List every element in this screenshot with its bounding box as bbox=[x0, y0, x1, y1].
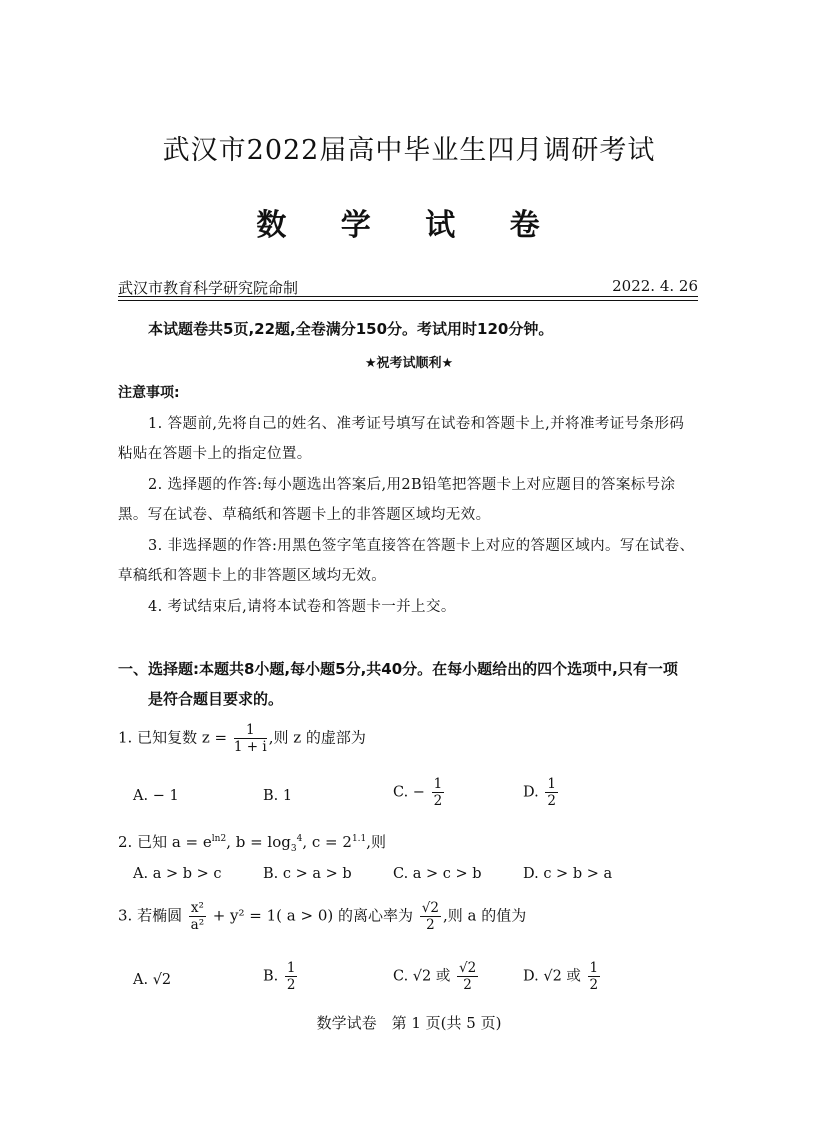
q2-option-d: D. c > b > a bbox=[523, 866, 613, 882]
section-1-heading-cont: 是符合题目要求的。 bbox=[148, 690, 284, 708]
q3-option-d-prefix: D. √2 或 bbox=[523, 968, 581, 985]
q3-option-c-prefix: C. √2 或 bbox=[393, 968, 451, 985]
q2-prefix: 2. 已知 a = e bbox=[118, 833, 212, 851]
q1-option-d-num: 1 bbox=[547, 776, 556, 792]
q3-option-b bbox=[263, 960, 299, 993]
q2-log-arg: 4 bbox=[296, 834, 303, 844]
q2-exp-c: 1.1 bbox=[351, 834, 367, 844]
q1-option-c-num: 1 bbox=[433, 776, 443, 792]
q3-frac-num: x² bbox=[190, 900, 204, 916]
q3-option-a: A. √2 bbox=[133, 972, 172, 988]
q3-eccentricity-fraction bbox=[420, 900, 441, 933]
q2-mid-b: , b = log bbox=[226, 833, 291, 851]
q1-option-d-prefix: D. bbox=[523, 784, 539, 801]
q3-option-c-num: √2 bbox=[458, 960, 477, 976]
note-3-line2: 草稿纸和答题卡上的非答题区域均无效。 bbox=[118, 568, 387, 584]
q3-prefix: 3. 若椭圆 bbox=[118, 906, 183, 925]
q2-log-base: 3 bbox=[290, 844, 297, 854]
q1-option-d-den: 2 bbox=[547, 793, 556, 810]
q3-option-d bbox=[523, 960, 602, 993]
q1-option-c bbox=[393, 776, 446, 809]
q3-option-c-fraction bbox=[457, 960, 478, 993]
q3-option-d-den: 2 bbox=[589, 977, 599, 994]
note-4-line1: 4. 考试结束后,请将本试卷和答题卡一并上交。 bbox=[148, 599, 456, 615]
note-2-line1: 2. 选择题的作答:每小题选出答案后,用2B铅笔把答题卡上对应题目的答案标号涂 bbox=[148, 477, 676, 493]
q1-frac-den: 1 + i bbox=[233, 739, 267, 756]
q1-suffix: ,则 z 的虚部为 bbox=[268, 728, 366, 747]
q3-option-b-prefix: B. bbox=[263, 968, 279, 985]
q1-option-a: A. − 1 bbox=[133, 788, 179, 804]
page-footer: 数学试卷 第 1 页(共 5 页) bbox=[316, 1014, 502, 1032]
question-2 bbox=[118, 831, 386, 854]
subject-title: 数 学 试 卷 bbox=[256, 208, 562, 243]
q3-mid: + y² = 1( a > 0) 的离心率为 bbox=[212, 906, 413, 925]
q2-suffix: ,则 bbox=[366, 833, 387, 851]
section-1-heading: 一、选择题:本题共8小题,每小题5分,共40分。在每小题给出的四个选项中,只有一项 bbox=[118, 660, 678, 678]
q2-option-b: B. c > a > b bbox=[263, 866, 352, 882]
exam-intro: 本试题卷共5页,22题,全卷满分150分。考试用时120分钟。 bbox=[148, 320, 554, 338]
note-2-line2: 黑。写在试卷、草稿纸和答题卡上的非答题区域均无效。 bbox=[118, 507, 491, 523]
exam-title: 武汉市2022届高中毕业生四月调研考试 bbox=[162, 135, 656, 166]
q1-option-c-den: 2 bbox=[433, 793, 443, 810]
q3-e-num: √2 bbox=[421, 900, 439, 916]
note-1-line2: 粘贴在答题卡上的指定位置。 bbox=[118, 446, 312, 462]
q2-exp-a: ln2 bbox=[211, 834, 227, 844]
q3-e-den: 2 bbox=[426, 917, 435, 934]
q3-option-b-num: 1 bbox=[286, 960, 296, 976]
header-rule-top bbox=[118, 296, 698, 297]
q1-option-d bbox=[523, 776, 560, 809]
question-3 bbox=[118, 900, 526, 933]
q1-option-b: B. 1 bbox=[263, 788, 293, 804]
q3-option-d-num: 1 bbox=[589, 960, 599, 976]
q1-prefix: 1. 已知复数 z = bbox=[118, 728, 228, 747]
q3-ellipse-fraction bbox=[189, 900, 206, 933]
q1-option-c-fraction bbox=[432, 776, 445, 809]
q1-fraction bbox=[234, 722, 267, 755]
q1-option-d-fraction bbox=[545, 776, 558, 809]
q2-mid-c: , c = 2 bbox=[302, 833, 352, 851]
exam-date: 2022. 4. 26 bbox=[612, 277, 698, 295]
q3-option-c-den: 2 bbox=[463, 977, 472, 994]
q3-option-d-fraction bbox=[588, 960, 601, 993]
q1-frac-num: 1 bbox=[234, 722, 267, 739]
issuer: 武汉市教育科学研究院命制 bbox=[118, 279, 299, 297]
q3-option-b-fraction bbox=[285, 960, 298, 993]
header-rule-bottom bbox=[118, 300, 698, 301]
q2-option-a: A. a > b > c bbox=[133, 866, 222, 882]
note-1-line1: 1. 答题前,先将自己的姓名、准考证号填写在试卷和答题卡上,并将准考证号条形码 bbox=[148, 416, 685, 432]
q2-option-c: C. a > c > b bbox=[393, 866, 482, 882]
notes-heading: 注意事项: bbox=[118, 385, 180, 401]
q3-suffix: ,则 a 的值为 bbox=[442, 906, 527, 925]
q3-option-c bbox=[393, 960, 480, 993]
note-3-line1: 3. 非选择题的作答:用黑色签字笔直接答在答题卡上对应的答题区域内。写在试卷、 bbox=[148, 538, 695, 554]
q1-option-c-prefix: C. − bbox=[393, 784, 425, 801]
question-1 bbox=[118, 722, 366, 755]
q3-option-b-den: 2 bbox=[286, 977, 296, 994]
good-luck-banner: ★祝考试顺利★ bbox=[364, 356, 454, 371]
q3-frac-den: a² bbox=[190, 917, 205, 934]
